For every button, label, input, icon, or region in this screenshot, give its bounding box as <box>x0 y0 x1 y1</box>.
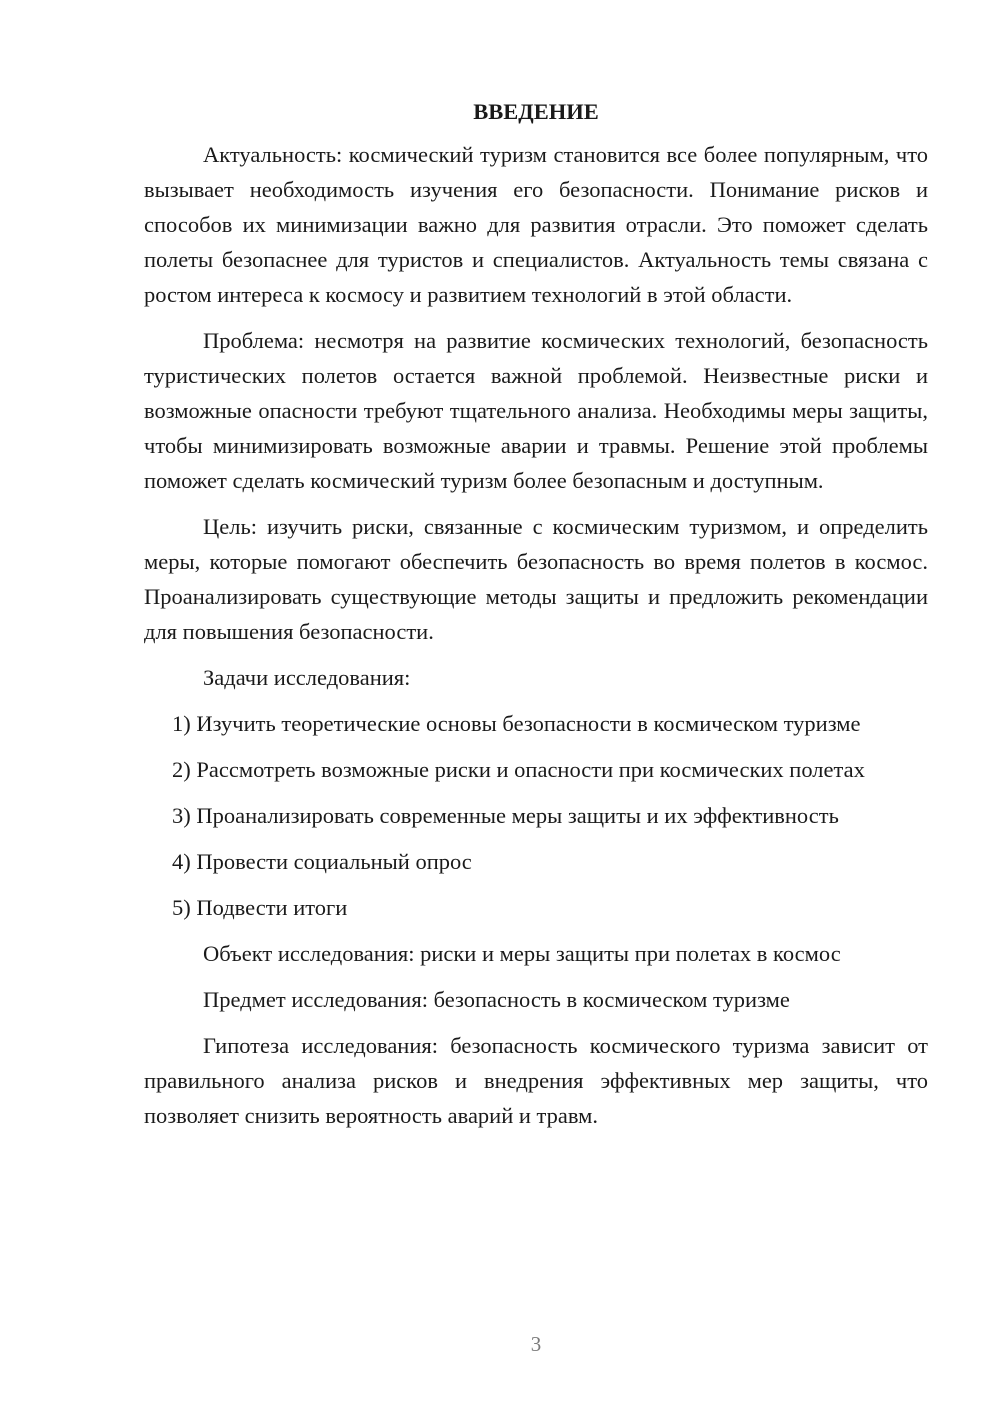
paragraph-subject: Предмет исследования: безопасность в космическом туризме <box>203 987 790 1012</box>
page-content <box>144 97 928 1144</box>
section-title: ВВЕДЕНИЕ <box>473 99 599 124</box>
paragraph-goal: Цель: изучить риски, связанные с космическим туризмом, и определить меры, которые помогают обеспечить безопасность во время полетов в космос. Проанализировать существующие методы защиты и предложить рекомендации для повышения безопасности. <box>144 514 928 644</box>
task-item: 2) Рассмотреть возможные риски и опасности при космических полетах <box>172 757 865 782</box>
task-item: 3) Проанализировать современные меры защиты и их эффективность <box>172 803 839 828</box>
page-number: 3 <box>530 1332 542 1356</box>
task-item: 5) Подвести итоги <box>172 895 348 920</box>
paragraph-hypothesis: Гипотеза исследования: безопасность космического туризма зависит от правильного анализа рисков и внедрения эффективных мер защиты, что позволяет снизить вероятность аварий и травм. <box>144 1033 928 1128</box>
task-item: 1) Изучить теоретические основы безопасности в космическом туризме <box>172 711 861 736</box>
paragraph-object: Объект исследования: риски и меры защиты при полетах в космос <box>203 941 841 966</box>
paragraph-tasks-heading: Задачи исследования: <box>203 665 411 690</box>
task-item: 4) Провести социальный опрос <box>172 849 472 874</box>
paragraph-relevance: Актуальность: космический туризм становится все более популярным, что вызывает необходимость изучения его безопасности. Понимание рисков и способов их минимизации важно для развития отрасли. Это поможет сделать полеты безопаснее для туристов и специалистов. Актуальность темы связана с ростом интереса к космосу и развитием технологий в этой области. <box>144 142 928 307</box>
paragraph-problem: Проблема: несмотря на развитие космических технологий, безопасность туристических полетов остается важной проблемой. Неизвестные риски и возможные опасности требуют тщательного анализа. Необходимы меры защиты, чтобы минимизировать возможные аварии и травмы. Решение этой проблемы поможет сделать космический туризм более безопасным и доступным. <box>144 328 928 493</box>
